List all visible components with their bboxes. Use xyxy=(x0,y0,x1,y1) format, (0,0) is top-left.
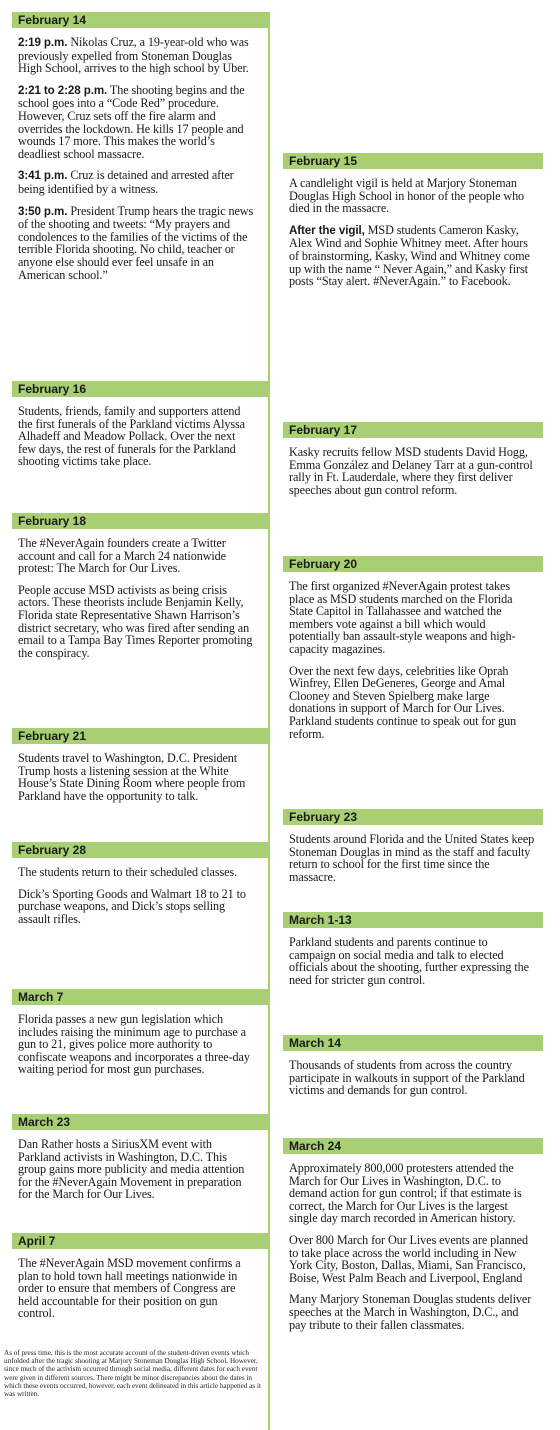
entry-text: A candlelight vigil is held at Marjory Stoneman Douglas High School in honor of the people who died in the massacre. xyxy=(289,176,525,216)
date-header: February 15 xyxy=(283,153,543,169)
entry-april-7 xyxy=(12,1233,270,1329)
entry-text: The #NeverAgain MSD movement confirms a plan to hold town hall meetings nationwide in order to ensure that members of Congress are held accountable for their position on gun control. xyxy=(18,1256,241,1321)
entry-text: Dick’s Sporting Goods and Walmart 18 to 21 to purchase weapons, and Dick’s stops selling assault rifles. xyxy=(18,886,246,926)
date-header: March 14 xyxy=(283,1035,543,1051)
date-header: March 23 xyxy=(12,1114,270,1130)
entry-february-23 xyxy=(283,809,543,892)
entry-february-17 xyxy=(283,422,543,505)
date-header: March 7 xyxy=(12,989,270,1005)
entry-february-28 xyxy=(12,842,270,934)
entry-march-7 xyxy=(12,989,270,1085)
timeline-item xyxy=(18,169,254,195)
entry-text: Thousands of students from across the country participate in walkouts in support of the Parkland victims and demands for gun control. xyxy=(289,1058,525,1098)
entry-text: Students, friends, family and supporters attend the first funerals of the Parkland victims Alyssa Alhadeff and Meadow Pollack. Over the next few days, the rest of funerals for the Parkland shooting victims take place. xyxy=(18,404,245,469)
time-label: 3:41 p.m. xyxy=(18,169,68,183)
entry-february-15 xyxy=(283,153,543,297)
time-label: 2:21 to 2:28 p.m. xyxy=(18,83,108,97)
date-header: February 14 xyxy=(12,12,270,28)
date-header: February 23 xyxy=(283,809,543,825)
date-header: February 28 xyxy=(12,842,270,858)
entry-march-14 xyxy=(283,1035,543,1106)
entry-text: Florida passes a new gun legislation which includes raising the minimum age to purchase a gun to 21, gives police more authority to confiscate weapons and incorporates a three-day waiting period for most gun purchases. xyxy=(18,1012,250,1077)
entry-text: Students around Florida and the United States keep Stoneman Douglas in mind as the staff and faculty return to school for the first time since the massacre. xyxy=(289,832,535,884)
entry-text: Many Marjory Stoneman Douglas students deliver speeches at the March in Washington, D.C., and pay tribute to their fallen classmates. xyxy=(289,1292,532,1332)
entry-text: Dan Rather hosts a SiriusXM event with Parkland activists in Washington, D.C. This group gains more publicity and media attention for the #NeverAgain Movement in preparation for the March for Our Lives. xyxy=(18,1137,245,1202)
entry-text: Approximately 800,000 protesters attended the March for Our Lives in Washington, D.C. to demand action for gun control; if that estimate is correct, the March for Our Lives is the largest single day march recorded in American history. xyxy=(289,1161,522,1226)
entry-february-21 xyxy=(12,728,270,811)
lead-label: After the vigil, xyxy=(289,223,365,237)
timeline-item xyxy=(18,205,254,282)
item-text: MSD students Cameron Kasky, Alex Wind and Sophie Whitney meet. After hours of brainstorming, Kasky, Wind and Whitney come up with the name “ Never Again,” and Kasky first posts “Stay alert. #NeverAgain.” to Facebook. xyxy=(289,222,530,289)
entry-february-18 xyxy=(12,513,270,668)
date-header: February 21 xyxy=(12,728,270,744)
date-header: February 17 xyxy=(283,422,543,438)
item-text: Cruz is detained and arrested after being identified by a witness. xyxy=(18,168,234,196)
date-header: February 18 xyxy=(12,513,270,529)
entry-text: The students return to their scheduled classes. xyxy=(18,865,238,879)
date-header: April 7 xyxy=(12,1233,270,1249)
time-label: 2:19 p.m. xyxy=(18,36,68,49)
time-label: 3:50 p.m. xyxy=(18,204,68,218)
entry-march-1-13 xyxy=(283,912,543,995)
timeline-item xyxy=(18,36,254,75)
date-header: March 24 xyxy=(283,1138,543,1154)
footnote: As of press time, this is the most accurate account of the student-driven events which unfolded after the tragic shooting at Marjory Stoneman Douglas High School. However, since much of the activism occurred through social media, different dates for each event were given in different sources. There might be minor discrepancies about the dates in which these events occurred, however, each event delineated in this article happened as it was written. xyxy=(4,1349,261,1399)
entry-text xyxy=(289,224,535,288)
entry-february-16 xyxy=(12,381,270,477)
entry-february-20 xyxy=(283,556,543,749)
entry-march-23 xyxy=(12,1114,270,1210)
entry-text: The #NeverAgain founders create a Twitter account and call for a March 24 nationwide protest: The March for Our Lives. xyxy=(18,536,226,576)
date-header: February 16 xyxy=(12,381,270,397)
entry-text: People accuse MSD activists as being crisis actors. These theorists include Benjamin Kelly, Florida state Representative Shawn Harrison’s district secretary, who was fired after sending an email to a Tampa Bay Times Reporter promoting the conspiracy. xyxy=(18,582,253,660)
item-text: The shooting begins and the school goes into a “Code Red” procedure. However, Cruz sets off the fire alarm and overrides the lockdown. He kills 17 people and wounds 17 more. This makes the world’s deadliest school massacre. xyxy=(18,82,245,161)
date-header: March 1-13 xyxy=(283,912,543,928)
entry-text: Students travel to Washington, D.C. President Trump hosts a listening session at the White House’s State Dining Room where people from Parkland have the opportunity to talk. xyxy=(18,751,246,803)
timeline-item xyxy=(18,84,254,161)
item-text: Nikolas Cruz, a 19-year-old who was previously expelled from Stoneman Douglas High School, arrives to the high school by Uber. xyxy=(18,35,249,76)
entry-text: The first organized #NeverAgain protest takes place as MSD students marched on the Florida State Capitol in Tallahassee and watched the members vote against a bill which would potentially ban assault-style weapons and high-capacity magazines. xyxy=(289,579,516,656)
entry-text: Kasky recruits fellow MSD students David Hogg, Emma González and Delaney Tarr at a gun-control rally in Ft. Lauderdale, where they first deliver speeches about gun control reform. xyxy=(289,445,533,497)
item-text: President Trump hears the tragic news of the shooting and tweets: “My prayers and condolences to the families of the victims of the terrible Florida shooting. No child, teacher or anyone else should ever feel unsafe in an American school.” xyxy=(18,203,254,282)
entry-february-14 xyxy=(12,12,270,290)
entry-text: Over 800 March for Our Lives events are planned to take place across the world including in New York City, Boston, Dallas, Miami, San Francisco, Boise, West Palm Beach and Liverpool, England xyxy=(289,1232,528,1285)
date-header: February 20 xyxy=(283,556,543,572)
entry-text: Parkland students and parents continue to campaign on social media and talk to elected officials about the shooting, further expressing the need for stricter gun control. xyxy=(289,935,529,987)
entry-march-24 xyxy=(283,1138,543,1340)
entry-text: Over the next few days, celebrities like Oprah Winfrey, Ellen DeGeneres, George and Amal Clooney and Steven Spielberg make large donations in support of March for Our Lives. Parkland students continue to speak out for gun reform. xyxy=(289,663,517,741)
